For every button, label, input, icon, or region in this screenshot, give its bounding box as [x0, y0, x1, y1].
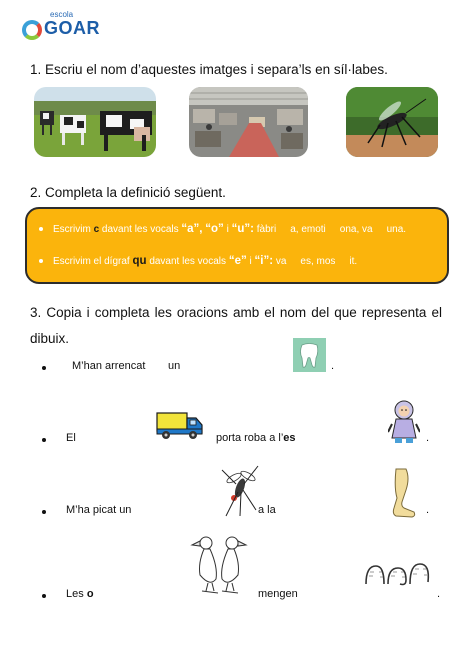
line2-word-3: it. — [349, 256, 358, 267]
line1-vowel-u: “u”: — [231, 223, 254, 235]
line1-letter: c — [93, 224, 100, 235]
tooth-icon — [293, 338, 326, 372]
leg-icon — [388, 468, 416, 518]
truck-icon — [156, 409, 204, 441]
section-3-heading: 3. Copia i completa les oracions amb el nom del que representa el dibuix. — [30, 305, 442, 346]
definition-box — [25, 207, 449, 284]
line1-word-1: fàbri — [256, 224, 277, 235]
line1-conj: i — [226, 224, 229, 235]
factory-image — [189, 87, 308, 157]
logo-small-text: escola — [50, 10, 74, 19]
section-2-heading: 2. Completa la definició següent. — [30, 185, 226, 200]
line2-vowel-i: “i”: — [254, 255, 274, 267]
sentence-1-part-1: M’han arrencat — [72, 360, 146, 372]
cows-image — [34, 87, 156, 157]
mosquito-icon — [220, 464, 260, 518]
line1-word-4: una. — [386, 224, 407, 235]
sentence-1-part-2: un — [168, 360, 181, 372]
line1-vowel-a: “a”, — [181, 223, 203, 235]
sentence-4-part-1: Les o — [66, 588, 94, 600]
bullet-icon — [42, 594, 46, 598]
sentence-4-end: . — [437, 588, 441, 600]
logo-ring-icon — [22, 20, 42, 40]
line2-word-2: es, mos — [300, 256, 336, 267]
definition-line-c — [39, 223, 406, 235]
line1-word-3: ona, va — [339, 224, 373, 235]
sentence-3-part-1: M’ha picat un — [66, 504, 132, 516]
sentence-2-part-1: El — [66, 432, 76, 444]
definition-line-qu — [39, 255, 357, 267]
sentence-2-end: . — [426, 432, 430, 444]
line1-word-2: a, emoti — [290, 224, 326, 235]
mosquito-photo — [346, 87, 438, 157]
line2-conj: i — [249, 256, 252, 267]
sentence-3-part-2: a la — [258, 504, 276, 516]
sentence-2-part-2: porta roba a l’es — [216, 432, 296, 444]
worms-icon — [364, 560, 432, 590]
sentence-1-end: . — [331, 360, 335, 372]
school-logo — [22, 10, 100, 50]
line2-vowel-e: “e” — [228, 255, 247, 267]
bullet-icon — [42, 438, 46, 442]
bullet-icon — [39, 227, 43, 231]
ducks-icon — [188, 533, 250, 597]
factory-photo — [189, 87, 308, 157]
cows-photo — [34, 87, 156, 157]
bullet-icon — [42, 366, 46, 370]
eskimo-icon — [388, 400, 420, 444]
line2-word-1: va — [275, 256, 287, 267]
mosquito-image — [346, 87, 438, 157]
sentence-3-end: . — [426, 504, 430, 516]
sentence-4-part-2: mengen — [258, 588, 298, 600]
line2-digraph: qu — [132, 255, 147, 267]
logo-main-text: GOAR — [44, 18, 100, 38]
bullet-icon — [42, 510, 46, 514]
line1-prefix: Escrivim — [53, 224, 91, 235]
line1-middle: davant les vocals — [101, 224, 179, 235]
section-1-heading: 1. Escriu el nom d’aquestes imatges i separa’ls en síl·labes. — [30, 62, 388, 77]
bullet-icon — [39, 259, 43, 263]
line1-vowel-o: “o” — [205, 223, 224, 235]
line2-middle: davant les vocals — [149, 256, 227, 267]
line2-prefix: Escrivim el dígraf — [53, 256, 130, 267]
